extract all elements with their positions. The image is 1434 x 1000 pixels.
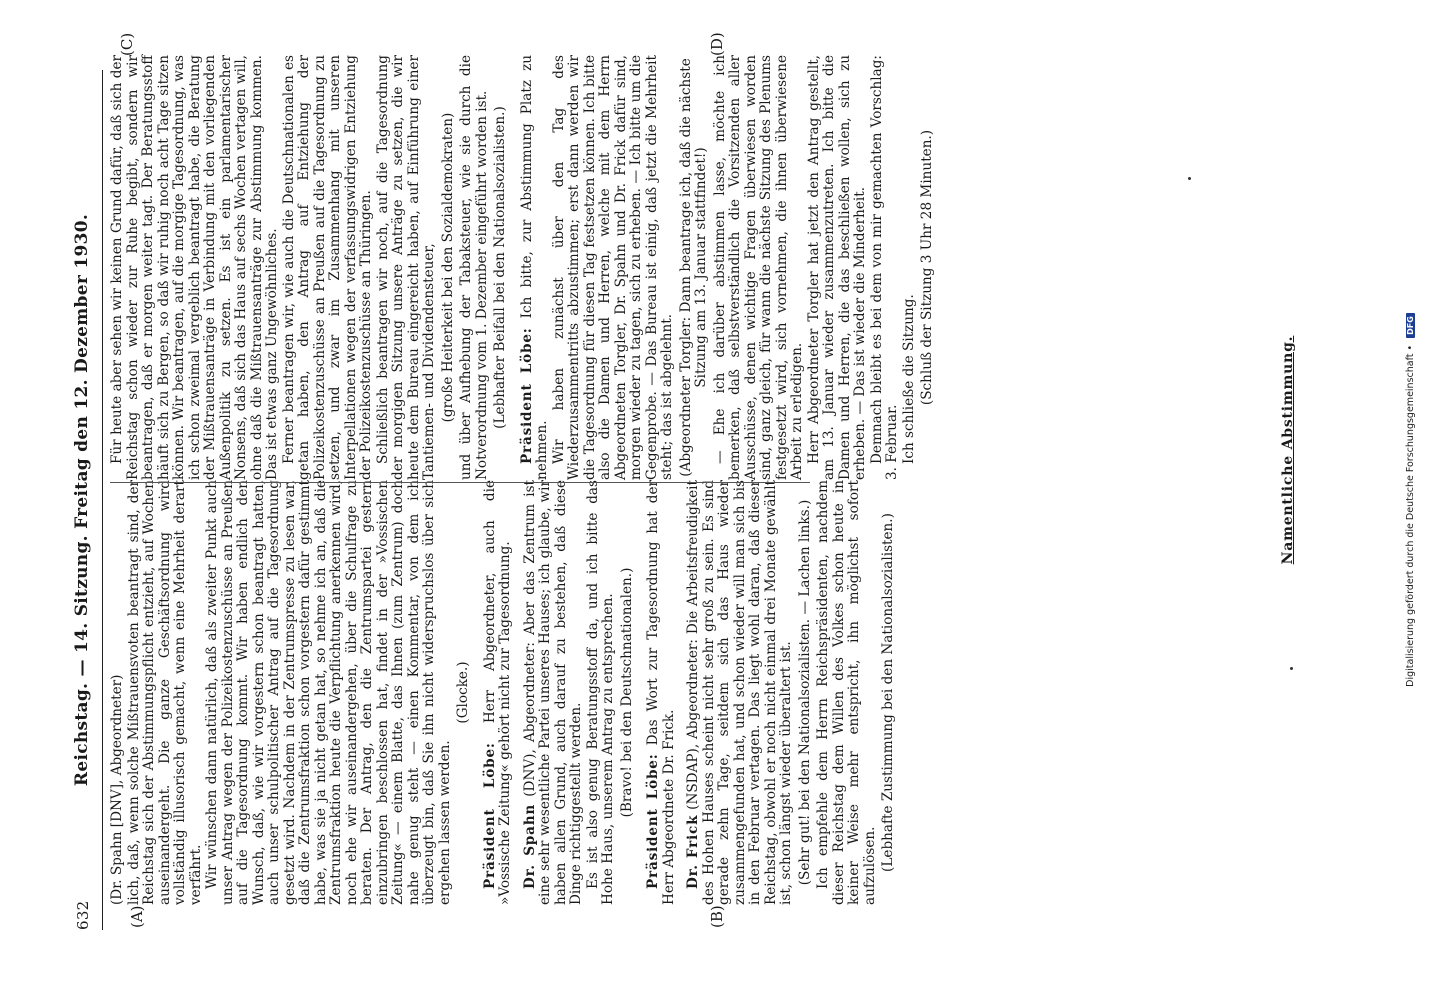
speech xyxy=(483,480,514,905)
margin-marker-b: (B) xyxy=(708,905,726,928)
paragraph: (Dr. Spahn [DNV], Abgeordneter) xyxy=(109,674,125,905)
paragraph: Wir wünschen dann natürlich, daß als zweiter Punkt auch unser Antrag wegen der Polizeikostenzuschüsse an Preußen auf die Tagesordnung kommt. Wir haben endlich den Wunsch, daß, wie wir vorgestern schon beantragt hatten, auch unser schulpolitischer Antrag auf die Tagesordnung gesetzt wird. Nachdem in der Zentrumspresse zu lesen war, daß die Zentrumsfraktion schon vorgestern dafür gestimmt habe, was sie ja nicht getan hat, so nehme ich an, daß die Zentrumsfraktion heute die Verpflichtung anerkennen wird, noch ehe wir auseinandergehen, über die Schulfrage zu beraten. Der Antrag, den die Zentrumspartei gestern einzubringen beschlossen hat, findet in der »Vossischen Zeitung« — einem Blatte, das Ihnen (zum Zentrum) doch nahe genug steht — einen Kommentar, von dem ich überzeugt bin, daß Sie ihn nicht widerspruchslos über sich ergehen lassen werden. xyxy=(204,480,453,905)
margin-marker-c: (C) xyxy=(118,32,136,56)
margin-marker-d: (D) xyxy=(708,32,726,56)
speech xyxy=(523,480,585,905)
speaker-name: Präsident Löbe: xyxy=(518,327,535,464)
header-rule xyxy=(102,70,103,930)
scan-speck xyxy=(1290,667,1293,670)
paragraph: Wir haben zunächst über den Tag des Wiederzusammentritts abzustimmen; erst dann werden wir die Tagesordnung für diesen Tag festsetzen können. Ich bitte also die Damen und Herren, welche mit dem Herrn Abgeordneten Torgler, Dr. Spahn und Dr. Frick dafür sind, morgen wieder zu tagen, sich zu erheben. — Ich bitte um die Gegenprobe. — Das Bureau ist einig, daß jetzt die Mehrheit steht; das ist abgelehnt. xyxy=(550,55,675,480)
digitization-footer xyxy=(1405,20,1416,980)
paragraph: Ich schließe die Sitzung. xyxy=(900,294,917,464)
running-title: Reichstag. — 14. Sitzung. Freitag den 12. Dezember 1930. xyxy=(72,213,92,787)
speech-text: (NSDAP), Abgeordneter: Die Arbeitsfreudigkeit des Hohen Hauses scheint nicht sehr groß zu sein. Es sind gerade zehn Tage, seitdem sich das Haus wieder zusammengefunden hat, und schon wieder will man sich bis in den Februar vertagen. Das liegt wohl daran, daß dieser Reichstag, obwohl er noch nicht einmal drei Monate gewählt ist, schon längst wieder überaltert ist. xyxy=(685,480,794,905)
interjection: (Bravo! bei den Deutschnationalen.) xyxy=(618,567,635,818)
paragraph: und über Aufhebung der Tabaksteuer, wie sie durch die Notverordnung vom 1. Dezember eingeführt worden ist. xyxy=(458,55,490,480)
interjection: (Glocke.) xyxy=(455,661,471,724)
interjection: (Abgeordneter Torgler: Dann beantrage ich, daß die nächste Sitzung am 13. Januar stattfindet!) xyxy=(677,58,709,477)
column-divider xyxy=(110,482,810,483)
session-end-note: (Schluß der Sitzung 3 Uhr 28 Minuten.) xyxy=(919,129,935,406)
paragraph: Es ist also genug Beratungsstoff da, und ich bitte das Hohe Haus, unserem Antrag zu entsprechen. xyxy=(584,480,616,905)
margin-marker-a: (A) xyxy=(128,905,146,928)
right-column xyxy=(110,55,939,480)
speech-text: Ich bitte, zur Abstimmung Platz zu nehmen. xyxy=(518,55,550,480)
dfg-logo: DFG xyxy=(1406,313,1415,338)
speech-text: (DNV), Abgeordneter: Aber das Zentrum ist eine sehr wesentliche Partei unseres Hauses; ich glaube, wir haben allen Grund, auch darauf zu bestehen, daß diese Dinge richtiggestellt werden. xyxy=(521,479,584,905)
speech xyxy=(646,480,677,905)
left-column xyxy=(110,480,900,905)
speaker-name: Dr. Frick xyxy=(685,814,701,889)
interjection: (Lebhafter Beifall bei den Nationalsozialisten.) xyxy=(492,106,508,429)
speech-text: Herr Abgeordneter, auch die »Vossische Zeitung« gehört nicht zur Tagesordnung. xyxy=(481,480,513,905)
interjection: (Sehr gut! bei den Nationalsozialisten. — Lachen links.) xyxy=(796,499,813,886)
page-header xyxy=(72,70,100,930)
paragraph: — Ehe ich darüber abstimmen lasse, möchte ich bemerken, daß selbstverständlich die Vorsitzenden aller Ausschüsse, denen wichtige Fragen überwiesen worden sind, ganz gleich, für wann die nächste Sitzung des Plenums festgesetzt wird, sich vornehmen, die ihnen überwiesene Arbeit zu erledigen. xyxy=(711,55,805,480)
speaker-name: Präsident Löbe: xyxy=(645,753,661,889)
speech xyxy=(520,55,551,480)
speech xyxy=(686,480,795,905)
paragraph: Schließlich beantragen wir noch, auf die Tagesordnung der morgigen Sitzung unsere Anträge zu setzen, die wir heute dem Bureau eingereicht haben, auf Einführung einer Tantiemen- und Dividendensteuer, xyxy=(374,55,437,480)
interjection: (Lebhafte Zustimmung bei den Nationalsozialisten.) xyxy=(880,513,896,872)
paragraph: Demnach bleibt es bei dem von mir gemachten Vorschlag: 3. Februar. xyxy=(868,55,900,480)
speaker-name: Dr. Spahn xyxy=(521,803,538,889)
interjection: (große Heiterkeit bei den Sozialdemokraten) xyxy=(439,112,456,423)
paragraph: Ferner beantragen wir, wie auch die Deutschnationalen es getan haben, den Antrag auf Entziehung der Polizeikostenzuschüsse an Preußen auf die Tagesordnung zu setzen, und zwar im Zusammenhang mit unseren Interpellationen wegen der verfassungswidrigen Entziehung der Polizeikostenzuschüsse an Thüringen. xyxy=(280,55,374,480)
speech-text: Das Wort zur Tagesordnung hat der Herr Abgeordnete Dr. Frick. xyxy=(645,480,677,905)
footer-text: Digitalisierung gefördert durch die Deutsche Forschungsgemeinschaft • xyxy=(1405,344,1416,687)
paragraph: Herr Abgeordneter Torgler hat jetzt den Antrag gestellt, am 13. Januar wieder zusammenzutreten. Ich bitte die Damen und Herren, die das beschließen wollen, sich zu erheben. — Das ist wieder die Minderheit. xyxy=(805,55,868,480)
speaker-name: Präsident Löbe: xyxy=(481,742,498,889)
paragraph: lich, daß, wenn solche Mißtrauensvoten beantragt sind, der Reichstag sich der Abstimmungspflicht entzieht, auf Wochen auseinandergeht. Die ganze Geschäftsordnung wird vollständig illusorisch gemacht, wenn eine Mehrheit derart verfährt. xyxy=(125,480,204,905)
paragraph: Für heute aber sehen wir keinen Grund dafür, daß sich der Reichstag schon wieder zur Ruhe begibt, sondern wir beantragen, daß er morgen weiter tagt. Der Beratungsstoff häuft sich zu Bergen, so daß wir ruhig noch acht Tage sitzen können. Wir beantragen, auf die morgige Tagesordnung, was ich schon zweimal vergeblich beantragt habe, die Beratung der Mißtrauensanträge in Verbindung mit den vorliegenden Außenpolitik zu setzen. Es ist ein parlamentarischer Nonsens, daß sich das Haus auf sechs Wochen vertagen will, ohne daß die Mißtrauensanträge zur Abstimmung kommen. Das ist etwas ganz Ungewöhnliches. xyxy=(109,55,280,480)
page-number: 632 xyxy=(74,900,92,930)
section-heading: Namentliche Abstimmung. xyxy=(1280,335,1296,565)
paragraph: Ich empfehle dem Herrn Reichspräsidenten, nachdem dieser Reichstag dem Willen des Volkes schon heute in keiner Weise mehr entspricht, ihn möglichst sofort aufzulösen. xyxy=(815,480,878,905)
scan-speck xyxy=(1188,177,1191,180)
